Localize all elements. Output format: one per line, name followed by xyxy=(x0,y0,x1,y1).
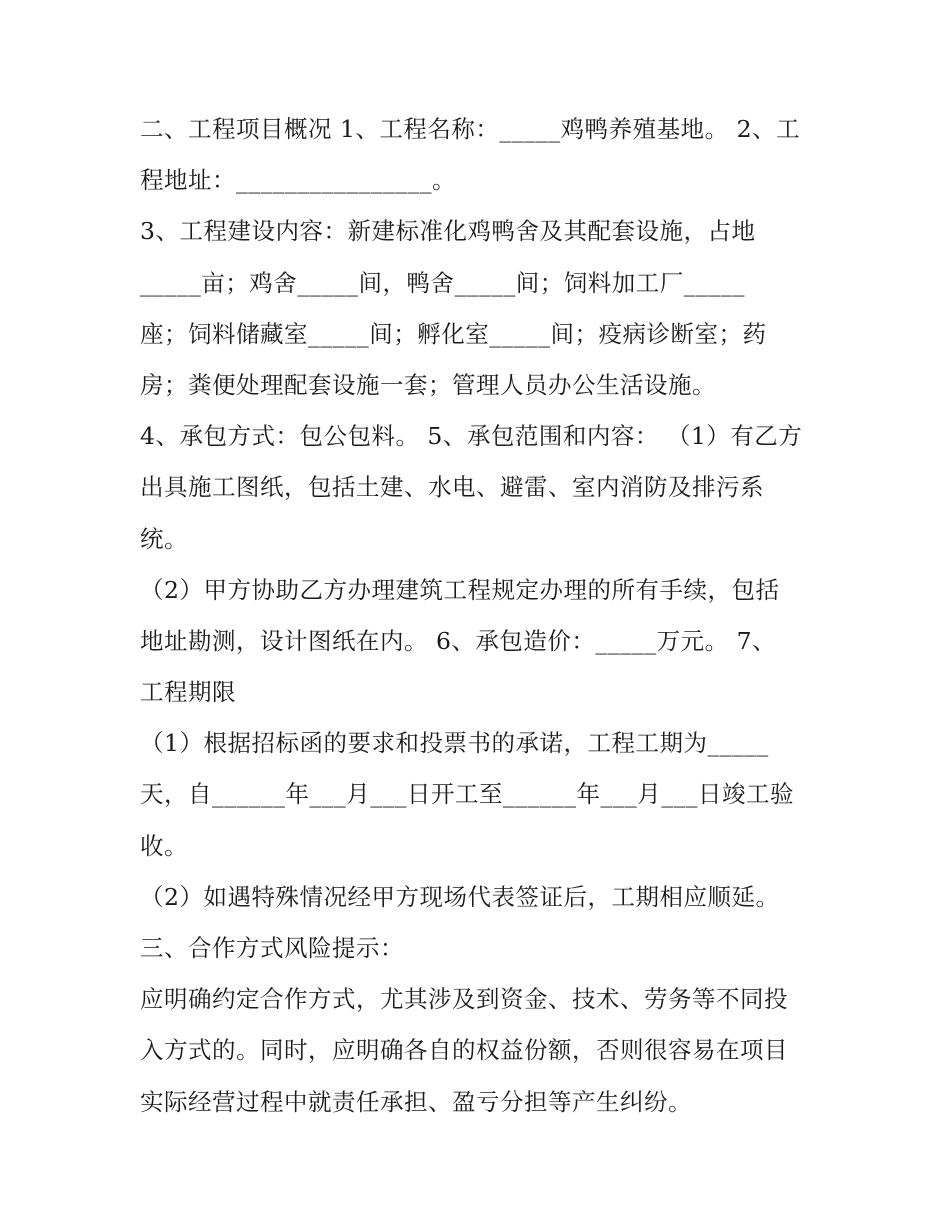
text-line: 入方式的。同时，应明确各自的权益份额，否则很容易在项目 xyxy=(140,1036,788,1065)
text-line: 地址勘测，设计图纸在内。 6、承包造价：_____万元。 7、 xyxy=(140,626,777,655)
text-line: 实际经营过程中就责任承担、盈亏分担等产生纠纷。 xyxy=(140,1087,692,1116)
document-body xyxy=(140,104,820,1128)
text-line: 3、工程建设内容：新建标准化鸡鸭舍及其配套设施，占地 xyxy=(140,217,756,246)
text-line: 座；饲料储藏室_____间；孵化室_____间；疫病诊断室；药 xyxy=(140,319,767,348)
text-line: 统。 xyxy=(140,524,188,553)
text-line: 房；粪便处理配套设施一套；管理人员办公生活设施。 xyxy=(140,370,716,399)
text-line: 程地址：________________。 xyxy=(140,166,456,195)
section-heading: 三、合作方式风险提示： xyxy=(140,934,404,962)
text-line: （2）甲方协助乙方办理建筑工程规定办理的所有手续，包括 xyxy=(140,575,780,604)
text-line: 4、承包方式：包公包料。 5、承包范围和内容： （1）有乙方 xyxy=(140,422,803,451)
text-line: 工程期限 xyxy=(140,678,236,707)
text-line: _____亩；鸡舍_____间，鸭舍_____间；饲料加工厂_____ xyxy=(140,268,745,297)
text-line: 收。 xyxy=(140,831,188,860)
text-line: （2）如遇特殊情况经甲方现场代表签证后，工期相应顺延。 xyxy=(140,882,780,911)
text-line: 出具施工图纸，包括土建、水电、避雷、室内消防及排污系 xyxy=(140,473,764,502)
text-line: 天，自______年___月___日开工至______年___月___日竣工验 xyxy=(140,780,794,809)
text-line: 应明确约定合作方式，尤其涉及到资金、技术、劳务等不同投 xyxy=(140,985,788,1014)
text-line: （1）根据招标函的要求和投票书的承诺，工程工期为_____ xyxy=(140,729,769,758)
text-line: 二、工程项目概况 1、工程名称：_____鸡鸭养殖基地。 2、工 xyxy=(140,115,801,143)
